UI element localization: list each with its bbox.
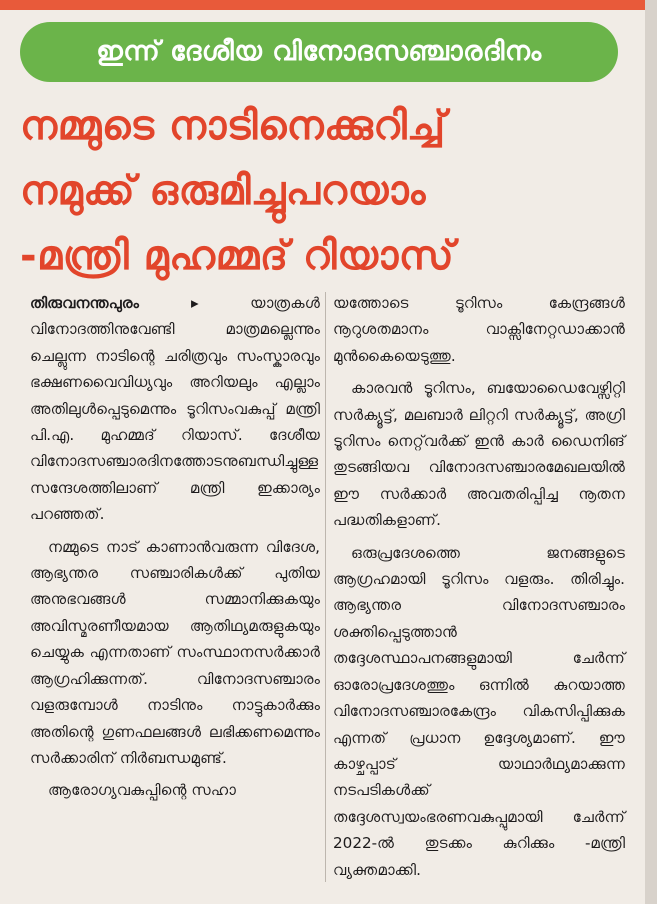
kicker-banner — [20, 22, 618, 82]
headline-line-2: നമുക്ക് ഒരുമിച്ചുപറയാം — [20, 168, 426, 214]
page-edge — [645, 0, 657, 904]
article-column-left — [30, 290, 320, 804]
headline — [20, 94, 640, 289]
headline-line-3: -മന്ത്രി മുഹമ്മദ് റിയാസ് — [20, 233, 455, 279]
article-paragraph: യത്തോടെ ടൂറിസം കേന്ദ്രങ്ങൾ നൂറുശതമാനം വാക്സിനേറ്റഡാക്കാൻ മുൻകൈയെടുത്തു. — [333, 294, 625, 365]
article-column-right — [333, 290, 625, 883]
dateline: തിരുവനന്തപുരം ▸ — [30, 294, 199, 312]
headline-line-1: നമ്മുടെ നാടിനെക്കുറിച്ച് — [20, 103, 446, 149]
article-paragraph: കാരവൻ ടൂറിസം, ബയോഡൈവേഴ്സിറ്റി സർക്യൂട്ട്, മലബാർ ലിറ്ററി സർക്യൂട്ട്, അഗ്രി ടൂറിസം നെറ്റ്‌വർക്ക് ഇൻ കാർ ഡൈനിങ് തുടങ്ങിയവ വിനോദസഞ്ചാരമേഖലയിൽ ഈ സർക്കാർ അവതരിപ്പിച്ച നൂതന പദ്ധതികളാണ്. — [333, 379, 625, 530]
article-paragraph: നമ്മുടെ നാട് കാണാൻവരുന്ന വിദേശ, ആഭ്യന്തര സഞ്ചാരികൾക്ക് പുതിയ അനുഭവങ്ങൾ സമ്മാനിക്കുകയും അവിസ്മരണീയമായ ആതിഥ്യമരുളുകയും ചെയ്യുക എന്നതാണ് സംസ്ഥാനസർക്കാർ ആഗ്രഹിക്കുന്നത്. വിനോദസഞ്ചാരം വളരുമ്പോൾ നാടിനും നാട്ടുകാർക്കും അതിന്റെ ഗുണഫലങ്ങൾ ലഭിക്കണമെന്നും സർക്കാരിന് നിർബന്ധമുണ്ട്. — [30, 537, 320, 767]
article-paragraph: ആരോഗ്യവകുപ്പിന്റെ സഹാ — [48, 781, 236, 800]
paragraph-text: യാത്രകൾ വിനോദത്തിനുവേണ്ടി മാത്രമല്ലെന്നും ചെല്ലുന്ന നാടിന്റെ ചരിത്രവും സംസ്കാരവും ഭക്ഷണവൈവിധ്യവും അറിയലും എല്ലാം അതിലുൾപ്പെടുമെന്നും ടൂറിസംവകുപ്പ് മന്ത്രി പി.എ. മുഹമ്മദ് റിയാസ്. ദേശീയ വിനോദസഞ്ചാരദിനത്തോടനുബന്ധിച്ചുള്ള സന്ദേശത്തിലാണ് മന്ത്രി ഇക്കാര്യം പറഞ്ഞത്. — [30, 294, 320, 524]
column-divider — [325, 292, 326, 882]
article-paragraph: ഒരുപ്രദേശത്തെ ജനങ്ങളുടെ ആഗ്രഹമായി ടൂറിസം വളരും. തിരിച്ചും. ആഭ്യന്തര വിനോദസഞ്ചാരം ശക്തിപ്പെടുത്താൻ തദ്ദേശസ്ഥാപനങ്ങളുമായി ചേർന്ന് ഓരോപ്രദേശത്തും ഒന്നിൽ കുറയാത്ത വിനോദസഞ്ചാരകേന്ദ്രം വികസിപ്പിക്കുക എന്നത് പ്രധാന ഉദ്ദേശ്യമാണ്. ഈ കാഴ്ചപ്പാട് യാഥാർഥ്യമാക്കുന്ന നടപടികൾക്ക് തദ്ദേശസ്വയംഭരണവകുപ്പുമായി ചേർന്ന് 2022-ൽ തുടക്കം കുറിക്കും -മന്ത്രി വ്യക്തമാക്കി. — [333, 543, 625, 879]
article-paragraph — [30, 290, 320, 528]
top-color-stripe — [0, 0, 657, 10]
kicker-text: ഇന്ന് ദേശീയ വിനോദസഞ്ചാരദിനം — [96, 36, 542, 67]
